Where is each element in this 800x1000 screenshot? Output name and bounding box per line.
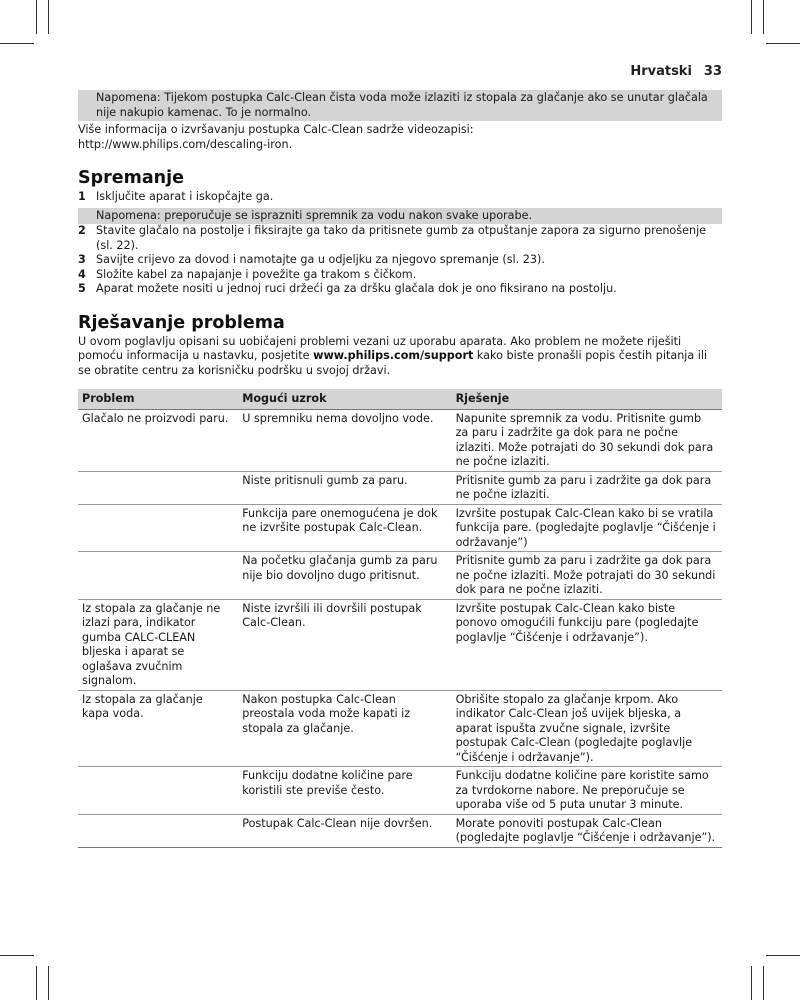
crop-mark-bottom-left-v2 bbox=[48, 966, 49, 1000]
column-header-cause: Mogući uzrok bbox=[238, 389, 451, 409]
cell-solution: Izvršite postupak Calc-Clean kako biste ponovo omogućili funkciju pare (pogledajte poglavlje “Čišćenje i održavanje”). bbox=[452, 599, 722, 690]
section-title-storage: Spremanje bbox=[78, 168, 184, 188]
table-row bbox=[78, 409, 722, 471]
storage-step-list-b bbox=[78, 224, 722, 297]
crop-mark-top-left-v1 bbox=[36, 0, 37, 34]
storage-step: 1 Isključite aparat i iskopčajte ga. bbox=[78, 190, 274, 203]
storage-step: 4 Složite kabel za napajanje i povežite ga trakom s čičkom. bbox=[78, 267, 417, 281]
cell-solution: Napunite spremnik za vodu. Pritisnite gumb za paru i zadržite ga dok para ne počne izlaziti. Može potrajati do 30 sekundi dok para ne počne izlaziti. bbox=[452, 409, 722, 471]
page-header bbox=[630, 64, 722, 79]
cell-cause: Niste pritisnuli gumb za paru. bbox=[238, 471, 451, 504]
crop-mark-bottom-right-h bbox=[766, 955, 800, 956]
crop-mark-top-right-h bbox=[766, 43, 800, 44]
cell-cause: Postupak Calc-Clean nije dovršen. bbox=[238, 814, 451, 847]
table-row bbox=[78, 504, 722, 552]
cell-problem bbox=[78, 814, 238, 847]
crop-mark-bottom-left-v1 bbox=[36, 966, 37, 1000]
column-header-problem: Problem bbox=[78, 389, 238, 409]
cell-problem: Iz stopala za glačanje kapa voda. bbox=[78, 690, 238, 767]
page-content bbox=[78, 90, 722, 848]
storage-step: 3 Savijte crijevo za dovod i namotajte ga u odjeljku za njegovo spremanje (sl. 23). bbox=[78, 253, 545, 266]
header-language: Hrvatski bbox=[630, 64, 692, 79]
table-row bbox=[78, 552, 722, 600]
cell-cause: Nakon postupka Calc-Clean preostala voda može kapati iz stopala za glačanje. bbox=[238, 690, 451, 767]
support-link[interactable]: www.philips.com/support bbox=[313, 349, 474, 362]
cell-solution: Morate ponoviti postupak Calc-Clean (pogledajte poglavlje “Čišćenje i održavanje”). bbox=[452, 814, 722, 847]
cell-cause: Na početku glačanja gumb za paru nije bio dovoljno dugo pritisnut. bbox=[238, 552, 451, 600]
storage-step: 5 Aparat možete nositi u jednoj ruci držeći ga za dršku glačala dok je ono fiksirano na postolju. bbox=[78, 282, 617, 295]
storage-step-list-a bbox=[78, 190, 722, 205]
crop-mark-bottom-right-v2 bbox=[763, 966, 764, 1000]
troubleshooting-table bbox=[78, 389, 722, 848]
cell-cause: U spremniku nema dovoljno vode. bbox=[238, 409, 451, 471]
page-number: 33 bbox=[703, 64, 722, 79]
note-calc-clean: Napomena: Tijekom postupka Calc-Clean čista voda može izlaziti iz stopala za glačanje ako se unutar glačala nije nakupio kamenac. To je normalno. bbox=[78, 90, 722, 121]
table-row bbox=[78, 471, 722, 504]
crop-mark-bottom-right-v1 bbox=[751, 966, 752, 1000]
cell-problem bbox=[78, 552, 238, 600]
cell-problem: Glačalo ne proizvodi paru. bbox=[78, 409, 238, 471]
crop-mark-bottom-left-h bbox=[0, 955, 34, 956]
troubleshooting-intro: U ovom poglavlju opisani su uobičajeni problemi vezani uz uporabu aparata. Ako problem ne možete riješiti pomoću informacija u nastavku, posjetite www.philips.com/support kako biste pronašli popis čestih pitanja ili se obratite centru za korisničku podršku u svojoj državi. bbox=[78, 334, 708, 377]
table-row bbox=[78, 599, 722, 690]
section-title-troubleshooting: Rješavanje problema bbox=[78, 312, 285, 333]
crop-mark-top-right-v2 bbox=[763, 0, 764, 34]
table-row bbox=[78, 690, 722, 767]
cell-problem bbox=[78, 504, 238, 552]
table-row bbox=[78, 814, 722, 847]
crop-mark-top-left-v2 bbox=[48, 0, 49, 34]
cell-solution: Pritisnite gumb za paru i zadržite ga dok para ne počne izlaziti. bbox=[452, 471, 722, 504]
info-line-videos: Više informacija o izvršavanju postupka Calc-Clean sadrže videozapisi: bbox=[78, 123, 474, 136]
cell-solution: Pritisnite gumb za paru i zadržite ga dok para ne počne izlaziti. Može potrajati do 30 sekundi dok para ne počne izlaziti. bbox=[452, 552, 722, 600]
info-line-url[interactable]: http://www.philips.com/descaling-iron. bbox=[78, 137, 293, 151]
column-header-solution: Rješenje bbox=[452, 389, 722, 409]
cell-cause: Funkciju dodatne količine pare koristili ste previše često. bbox=[238, 767, 451, 815]
cell-solution: Funkciju dodatne količine pare koristite samo za tvrdokorne nabore. Ne preporučuje se uporaba više od 5 puta unutar 3 minute. bbox=[452, 767, 722, 815]
storage-step: 2 Stavite glačalo na postolje i fiksirajte ga tako da pritisnete gumb za otpuštanje zapora za sigurno prenošenje (sl. 22). bbox=[78, 224, 707, 252]
cell-problem bbox=[78, 471, 238, 504]
cell-solution: Obrišite stopalo za glačanje krpom. Ako indikator Calc-Clean još uvijek bljeska, a aparat ispušta zvučne signale, izvršite postupak Calc-Clean (pogledajte poglavlje “Čišćenje i održavanje”). bbox=[452, 690, 722, 767]
table-row bbox=[78, 767, 722, 815]
note-storage: Napomena: preporučuje se isprazniti spremnik za vodu nakon svake uporabe. bbox=[78, 208, 722, 225]
cell-solution: Izvršite postupak Calc-Clean kako bi se vratila funkcija pare. (pogledajte poglavlje “Čišćenje i održavanje”) bbox=[452, 504, 722, 552]
table-header-row bbox=[78, 389, 722, 409]
cell-problem: Iz stopala za glačanje ne izlazi para, indikator gumba CALC-CLEAN bljeska i aparat se oglašava zvučnim signalom. bbox=[78, 599, 238, 690]
cell-cause: Funkcija pare onemogućena je dok ne izvršite postupak Calc-Clean. bbox=[238, 504, 451, 552]
crop-mark-top-left-h bbox=[0, 43, 34, 44]
cell-problem bbox=[78, 767, 238, 815]
cell-cause: Niste izvršili ili dovršili postupak Calc-Clean. bbox=[238, 599, 451, 690]
crop-mark-top-right-v1 bbox=[751, 0, 752, 34]
